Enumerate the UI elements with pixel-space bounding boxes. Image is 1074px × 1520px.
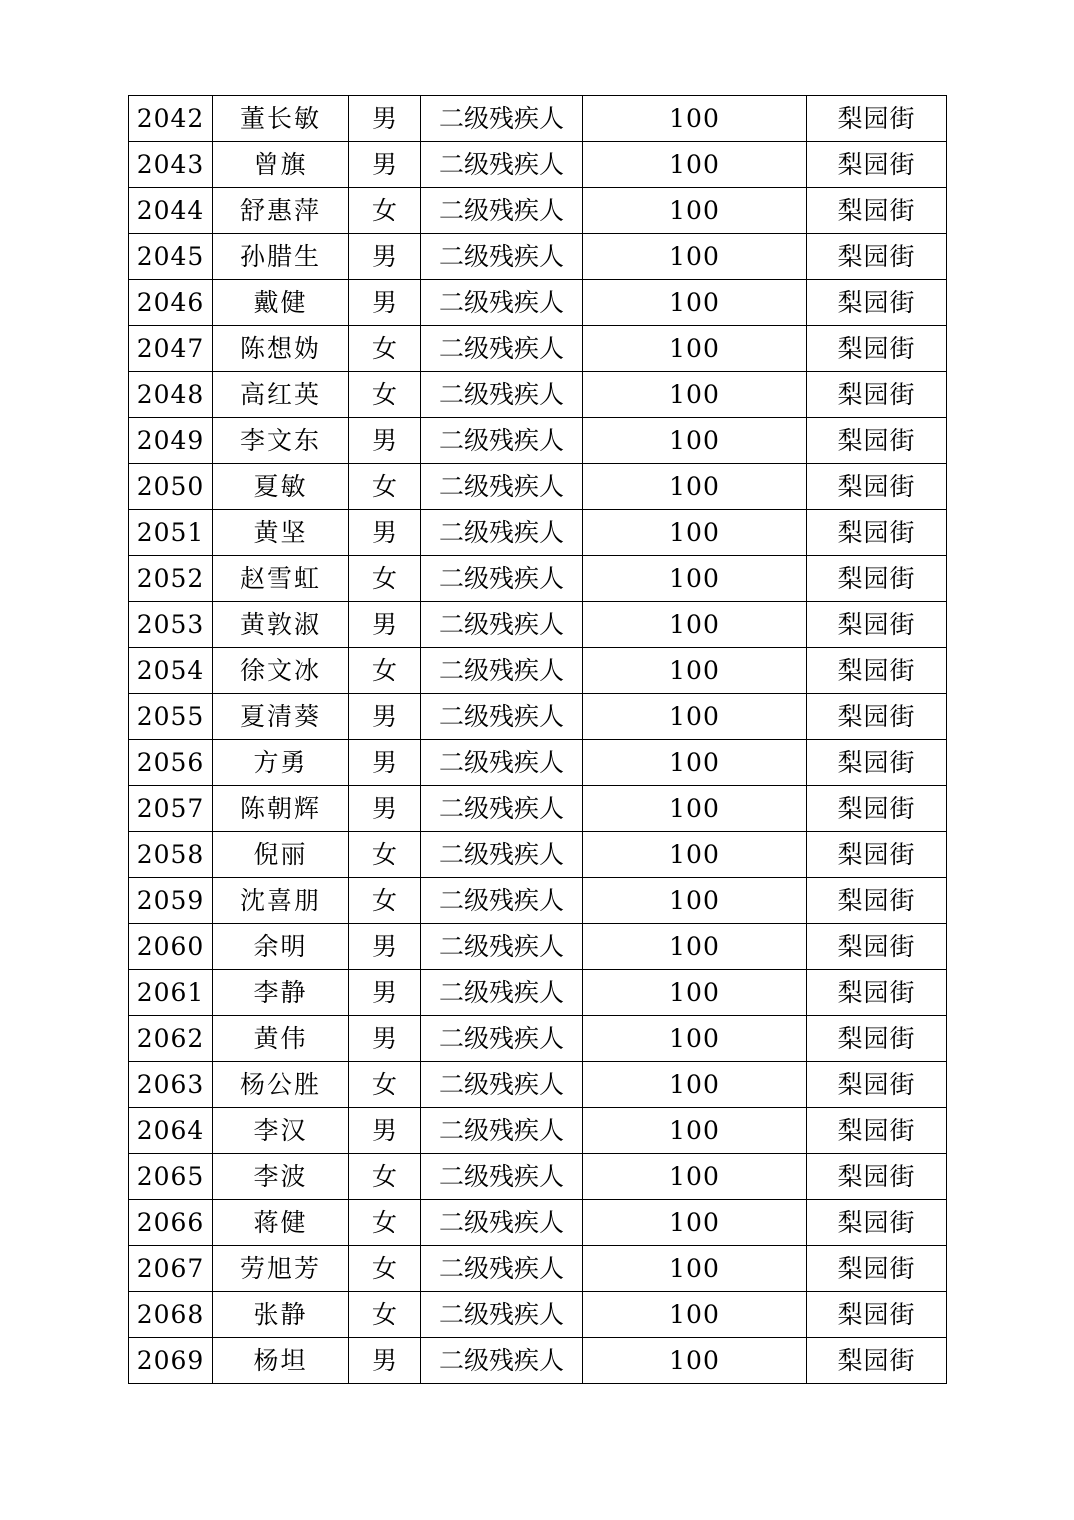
table-row — [129, 1246, 947, 1292]
cell-amount: 100 — [583, 510, 807, 556]
cell-street: 梨园街 — [807, 1016, 947, 1062]
table-row — [129, 1016, 947, 1062]
cell-name: 杨公胜 — [213, 1062, 349, 1108]
cell-amount: 100 — [583, 1292, 807, 1338]
cell-sequence-number: 2042 — [129, 96, 213, 142]
cell-street: 梨园街 — [807, 1292, 947, 1338]
cell-street: 梨园街 — [807, 648, 947, 694]
cell-name: 陈想妫 — [213, 326, 349, 372]
cell-amount: 100 — [583, 970, 807, 1016]
cell-category: 二级残疾人 — [421, 510, 583, 556]
table-row — [129, 464, 947, 510]
cell-sequence-number: 2052 — [129, 556, 213, 602]
cell-sequence-number: 2063 — [129, 1062, 213, 1108]
cell-amount: 100 — [583, 1016, 807, 1062]
cell-category: 二级残疾人 — [421, 96, 583, 142]
cell-name: 黄敦淑 — [213, 602, 349, 648]
cell-sequence-number: 2065 — [129, 1154, 213, 1200]
cell-sequence-number: 2051 — [129, 510, 213, 556]
cell-street: 梨园街 — [807, 1062, 947, 1108]
cell-name: 李波 — [213, 1154, 349, 1200]
cell-category: 二级残疾人 — [421, 326, 583, 372]
table-row — [129, 280, 947, 326]
cell-amount: 100 — [583, 96, 807, 142]
table-row — [129, 1200, 947, 1246]
cell-name: 李文东 — [213, 418, 349, 464]
table-row — [129, 372, 947, 418]
table-row — [129, 234, 947, 280]
table-row — [129, 924, 947, 970]
cell-name: 余明 — [213, 924, 349, 970]
cell-gender: 男 — [349, 602, 421, 648]
cell-gender: 男 — [349, 1338, 421, 1384]
cell-street: 梨园街 — [807, 326, 947, 372]
cell-name: 杨坦 — [213, 1338, 349, 1384]
cell-name: 倪丽 — [213, 832, 349, 878]
cell-name: 李汉 — [213, 1108, 349, 1154]
cell-gender: 女 — [349, 372, 421, 418]
cell-name: 陈朝辉 — [213, 786, 349, 832]
cell-name: 董长敏 — [213, 96, 349, 142]
cell-name: 黄伟 — [213, 1016, 349, 1062]
cell-gender: 男 — [349, 280, 421, 326]
cell-street: 梨园街 — [807, 464, 947, 510]
cell-sequence-number: 2054 — [129, 648, 213, 694]
cell-street: 梨园街 — [807, 832, 947, 878]
cell-amount: 100 — [583, 924, 807, 970]
cell-name: 沈喜朋 — [213, 878, 349, 924]
cell-street: 梨园街 — [807, 1200, 947, 1246]
cell-category: 二级残疾人 — [421, 464, 583, 510]
cell-sequence-number: 2050 — [129, 464, 213, 510]
cell-gender: 男 — [349, 970, 421, 1016]
cell-gender: 男 — [349, 740, 421, 786]
cell-category: 二级残疾人 — [421, 648, 583, 694]
table-row — [129, 1062, 947, 1108]
cell-sequence-number: 2064 — [129, 1108, 213, 1154]
cell-amount: 100 — [583, 464, 807, 510]
cell-category: 二级残疾人 — [421, 786, 583, 832]
cell-category: 二级残疾人 — [421, 694, 583, 740]
cell-amount: 100 — [583, 694, 807, 740]
cell-gender: 女 — [349, 556, 421, 602]
cell-street: 梨园街 — [807, 786, 947, 832]
cell-sequence-number: 2045 — [129, 234, 213, 280]
cell-category: 二级残疾人 — [421, 832, 583, 878]
cell-amount: 100 — [583, 602, 807, 648]
cell-amount: 100 — [583, 142, 807, 188]
cell-name: 高红英 — [213, 372, 349, 418]
cell-gender: 女 — [349, 832, 421, 878]
table-row — [129, 648, 947, 694]
cell-amount: 100 — [583, 326, 807, 372]
table-row — [129, 602, 947, 648]
cell-name: 夏敏 — [213, 464, 349, 510]
roster-table-container — [128, 95, 946, 1384]
cell-category: 二级残疾人 — [421, 556, 583, 602]
cell-gender: 女 — [349, 1062, 421, 1108]
cell-amount: 100 — [583, 1154, 807, 1200]
table-row — [129, 556, 947, 602]
table-row — [129, 1292, 947, 1338]
cell-sequence-number: 2043 — [129, 142, 213, 188]
cell-amount: 100 — [583, 556, 807, 602]
roster-table — [128, 95, 947, 1384]
cell-gender: 男 — [349, 96, 421, 142]
cell-category: 二级残疾人 — [421, 418, 583, 464]
cell-category: 二级残疾人 — [421, 740, 583, 786]
cell-amount: 100 — [583, 648, 807, 694]
cell-amount: 100 — [583, 832, 807, 878]
cell-amount: 100 — [583, 1246, 807, 1292]
cell-street: 梨园街 — [807, 372, 947, 418]
cell-sequence-number: 2047 — [129, 326, 213, 372]
cell-category: 二级残疾人 — [421, 1108, 583, 1154]
cell-street: 梨园街 — [807, 96, 947, 142]
cell-category: 二级残疾人 — [421, 188, 583, 234]
cell-gender: 男 — [349, 694, 421, 740]
cell-sequence-number: 2046 — [129, 280, 213, 326]
cell-street: 梨园街 — [807, 418, 947, 464]
cell-category: 二级残疾人 — [421, 1246, 583, 1292]
cell-name: 赵雪虹 — [213, 556, 349, 602]
cell-amount: 100 — [583, 1108, 807, 1154]
cell-category: 二级残疾人 — [421, 924, 583, 970]
cell-street: 梨园街 — [807, 1108, 947, 1154]
table-row — [129, 1338, 947, 1384]
cell-gender: 男 — [349, 142, 421, 188]
cell-category: 二级残疾人 — [421, 1154, 583, 1200]
table-row — [129, 694, 947, 740]
table-row — [129, 878, 947, 924]
cell-sequence-number: 2048 — [129, 372, 213, 418]
cell-category: 二级残疾人 — [421, 142, 583, 188]
cell-amount: 100 — [583, 786, 807, 832]
cell-sequence-number: 2061 — [129, 970, 213, 1016]
cell-gender: 男 — [349, 234, 421, 280]
cell-gender: 女 — [349, 1154, 421, 1200]
table-row — [129, 142, 947, 188]
cell-amount: 100 — [583, 280, 807, 326]
cell-sequence-number: 2066 — [129, 1200, 213, 1246]
cell-category: 二级残疾人 — [421, 1338, 583, 1384]
cell-street: 梨园街 — [807, 1246, 947, 1292]
cell-street: 梨园街 — [807, 924, 947, 970]
cell-sequence-number: 2055 — [129, 694, 213, 740]
cell-sequence-number: 2060 — [129, 924, 213, 970]
cell-gender: 女 — [349, 1292, 421, 1338]
cell-sequence-number: 2057 — [129, 786, 213, 832]
table-row — [129, 740, 947, 786]
cell-name: 戴健 — [213, 280, 349, 326]
cell-street: 梨园街 — [807, 556, 947, 602]
cell-amount: 100 — [583, 1062, 807, 1108]
cell-street: 梨园街 — [807, 188, 947, 234]
cell-category: 二级残疾人 — [421, 970, 583, 1016]
cell-sequence-number: 2067 — [129, 1246, 213, 1292]
cell-street: 梨园街 — [807, 878, 947, 924]
table-row — [129, 1154, 947, 1200]
cell-name: 劳旭芳 — [213, 1246, 349, 1292]
table-row — [129, 96, 947, 142]
cell-amount: 100 — [583, 878, 807, 924]
table-row — [129, 510, 947, 556]
cell-gender: 男 — [349, 924, 421, 970]
cell-name: 方勇 — [213, 740, 349, 786]
cell-street: 梨园街 — [807, 694, 947, 740]
cell-gender: 男 — [349, 1016, 421, 1062]
cell-amount: 100 — [583, 418, 807, 464]
cell-street: 梨园街 — [807, 1154, 947, 1200]
cell-amount: 100 — [583, 740, 807, 786]
cell-category: 二级残疾人 — [421, 372, 583, 418]
cell-amount: 100 — [583, 188, 807, 234]
cell-name: 黄坚 — [213, 510, 349, 556]
table-row — [129, 832, 947, 878]
cell-street: 梨园街 — [807, 602, 947, 648]
cell-gender: 女 — [349, 188, 421, 234]
cell-category: 二级残疾人 — [421, 234, 583, 280]
cell-sequence-number: 2069 — [129, 1338, 213, 1384]
cell-name: 张静 — [213, 1292, 349, 1338]
cell-sequence-number: 2068 — [129, 1292, 213, 1338]
roster-table-body — [129, 96, 947, 1384]
table-row — [129, 1108, 947, 1154]
table-row — [129, 786, 947, 832]
cell-street: 梨园街 — [807, 280, 947, 326]
cell-sequence-number: 2059 — [129, 878, 213, 924]
cell-street: 梨园街 — [807, 510, 947, 556]
cell-category: 二级残疾人 — [421, 280, 583, 326]
cell-sequence-number: 2056 — [129, 740, 213, 786]
table-row — [129, 418, 947, 464]
cell-sequence-number: 2062 — [129, 1016, 213, 1062]
cell-amount: 100 — [583, 1338, 807, 1384]
cell-street: 梨园街 — [807, 970, 947, 1016]
cell-gender: 女 — [349, 326, 421, 372]
cell-gender: 男 — [349, 418, 421, 464]
cell-name: 舒惠萍 — [213, 188, 349, 234]
cell-amount: 100 — [583, 1200, 807, 1246]
cell-sequence-number: 2053 — [129, 602, 213, 648]
cell-sequence-number: 2044 — [129, 188, 213, 234]
cell-category: 二级残疾人 — [421, 1062, 583, 1108]
cell-sequence-number: 2049 — [129, 418, 213, 464]
cell-street: 梨园街 — [807, 142, 947, 188]
cell-name: 孙腊生 — [213, 234, 349, 280]
cell-gender: 男 — [349, 1108, 421, 1154]
cell-gender: 女 — [349, 1246, 421, 1292]
cell-gender: 女 — [349, 1200, 421, 1246]
cell-name: 李静 — [213, 970, 349, 1016]
table-row — [129, 326, 947, 372]
cell-gender: 女 — [349, 878, 421, 924]
cell-category: 二级残疾人 — [421, 878, 583, 924]
cell-amount: 100 — [583, 372, 807, 418]
cell-name: 夏清葵 — [213, 694, 349, 740]
cell-category: 二级残疾人 — [421, 1292, 583, 1338]
cell-name: 曾旗 — [213, 142, 349, 188]
cell-gender: 男 — [349, 510, 421, 556]
cell-street: 梨园街 — [807, 234, 947, 280]
table-row — [129, 188, 947, 234]
cell-gender: 女 — [349, 464, 421, 510]
cell-name: 蒋健 — [213, 1200, 349, 1246]
cell-amount: 100 — [583, 234, 807, 280]
cell-sequence-number: 2058 — [129, 832, 213, 878]
table-row — [129, 970, 947, 1016]
cell-street: 梨园街 — [807, 1338, 947, 1384]
cell-name: 徐文冰 — [213, 648, 349, 694]
cell-gender: 男 — [349, 786, 421, 832]
cell-street: 梨园街 — [807, 740, 947, 786]
cell-category: 二级残疾人 — [421, 1200, 583, 1246]
cell-category: 二级残疾人 — [421, 1016, 583, 1062]
cell-category: 二级残疾人 — [421, 602, 583, 648]
cell-gender: 女 — [349, 648, 421, 694]
